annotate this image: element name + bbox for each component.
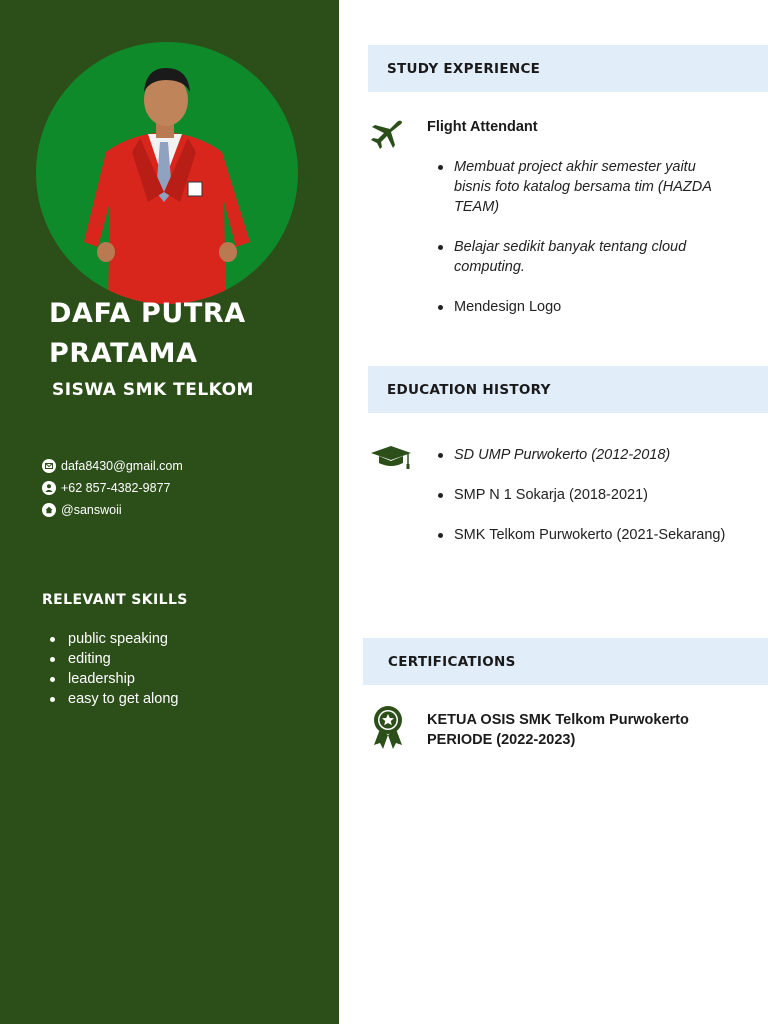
home-icon	[42, 503, 56, 517]
education-item: SMP N 1 Sokarja (2018-2021)	[438, 485, 758, 505]
skills-list	[46, 629, 178, 709]
contact-email-text: dafa8430@gmail.com	[61, 459, 183, 473]
education-list	[438, 445, 758, 565]
education-item: SD UMP Purwokerto (2012-2018)	[438, 445, 758, 465]
study-list	[438, 157, 723, 337]
contact-social[interactable]	[42, 499, 183, 521]
job-title: SISWA SMK TELKOM	[52, 380, 254, 400]
skills-heading: RELEVANT SKILLS	[42, 592, 188, 608]
sidebar	[0, 0, 339, 1024]
award-ribbon-icon	[371, 705, 405, 751]
contact-email[interactable]	[42, 455, 183, 477]
study-item: Membuat project akhir semester yaitu bisnis foto katalog bersama tim (HAZDA TEAM)	[438, 157, 723, 217]
graduation-cap-icon	[370, 445, 412, 471]
education-item: SMK Telkom Purwokerto (2021-Sekarang)	[438, 525, 758, 545]
certification-title: KETUA OSIS SMK Telkom Purwokerto PERIODE (2022-2023)	[427, 712, 689, 748]
contact-list	[42, 455, 183, 521]
person-figure	[36, 42, 298, 304]
skill-item: editing	[46, 649, 178, 669]
study-item: Belajar sedikit banyak tentang cloud computing.	[438, 237, 723, 277]
skill-item: leadership	[46, 669, 178, 689]
profile-photo	[36, 42, 298, 304]
skill-item: public speaking	[46, 629, 178, 649]
mail-icon	[42, 459, 56, 473]
education-history-heading: EDUCATION HISTORY	[368, 366, 768, 413]
certifications-heading: CERTIFICATIONS	[363, 638, 768, 685]
contact-phone[interactable]	[42, 477, 183, 499]
study-item: Mendesign Logo	[438, 297, 723, 317]
contact-social-text: @sanswoii	[61, 503, 122, 517]
contact-phone-text: +62 857-4382-9877	[61, 481, 171, 495]
full-name: DAFA PUTRA PRATAMA	[49, 298, 246, 369]
airplane-icon	[370, 120, 404, 152]
skill-item: easy to get along	[46, 689, 178, 709]
study-experience-heading: STUDY EXPERIENCE	[368, 45, 768, 92]
study-title: Flight Attendant	[427, 119, 538, 135]
user-icon	[42, 481, 56, 495]
